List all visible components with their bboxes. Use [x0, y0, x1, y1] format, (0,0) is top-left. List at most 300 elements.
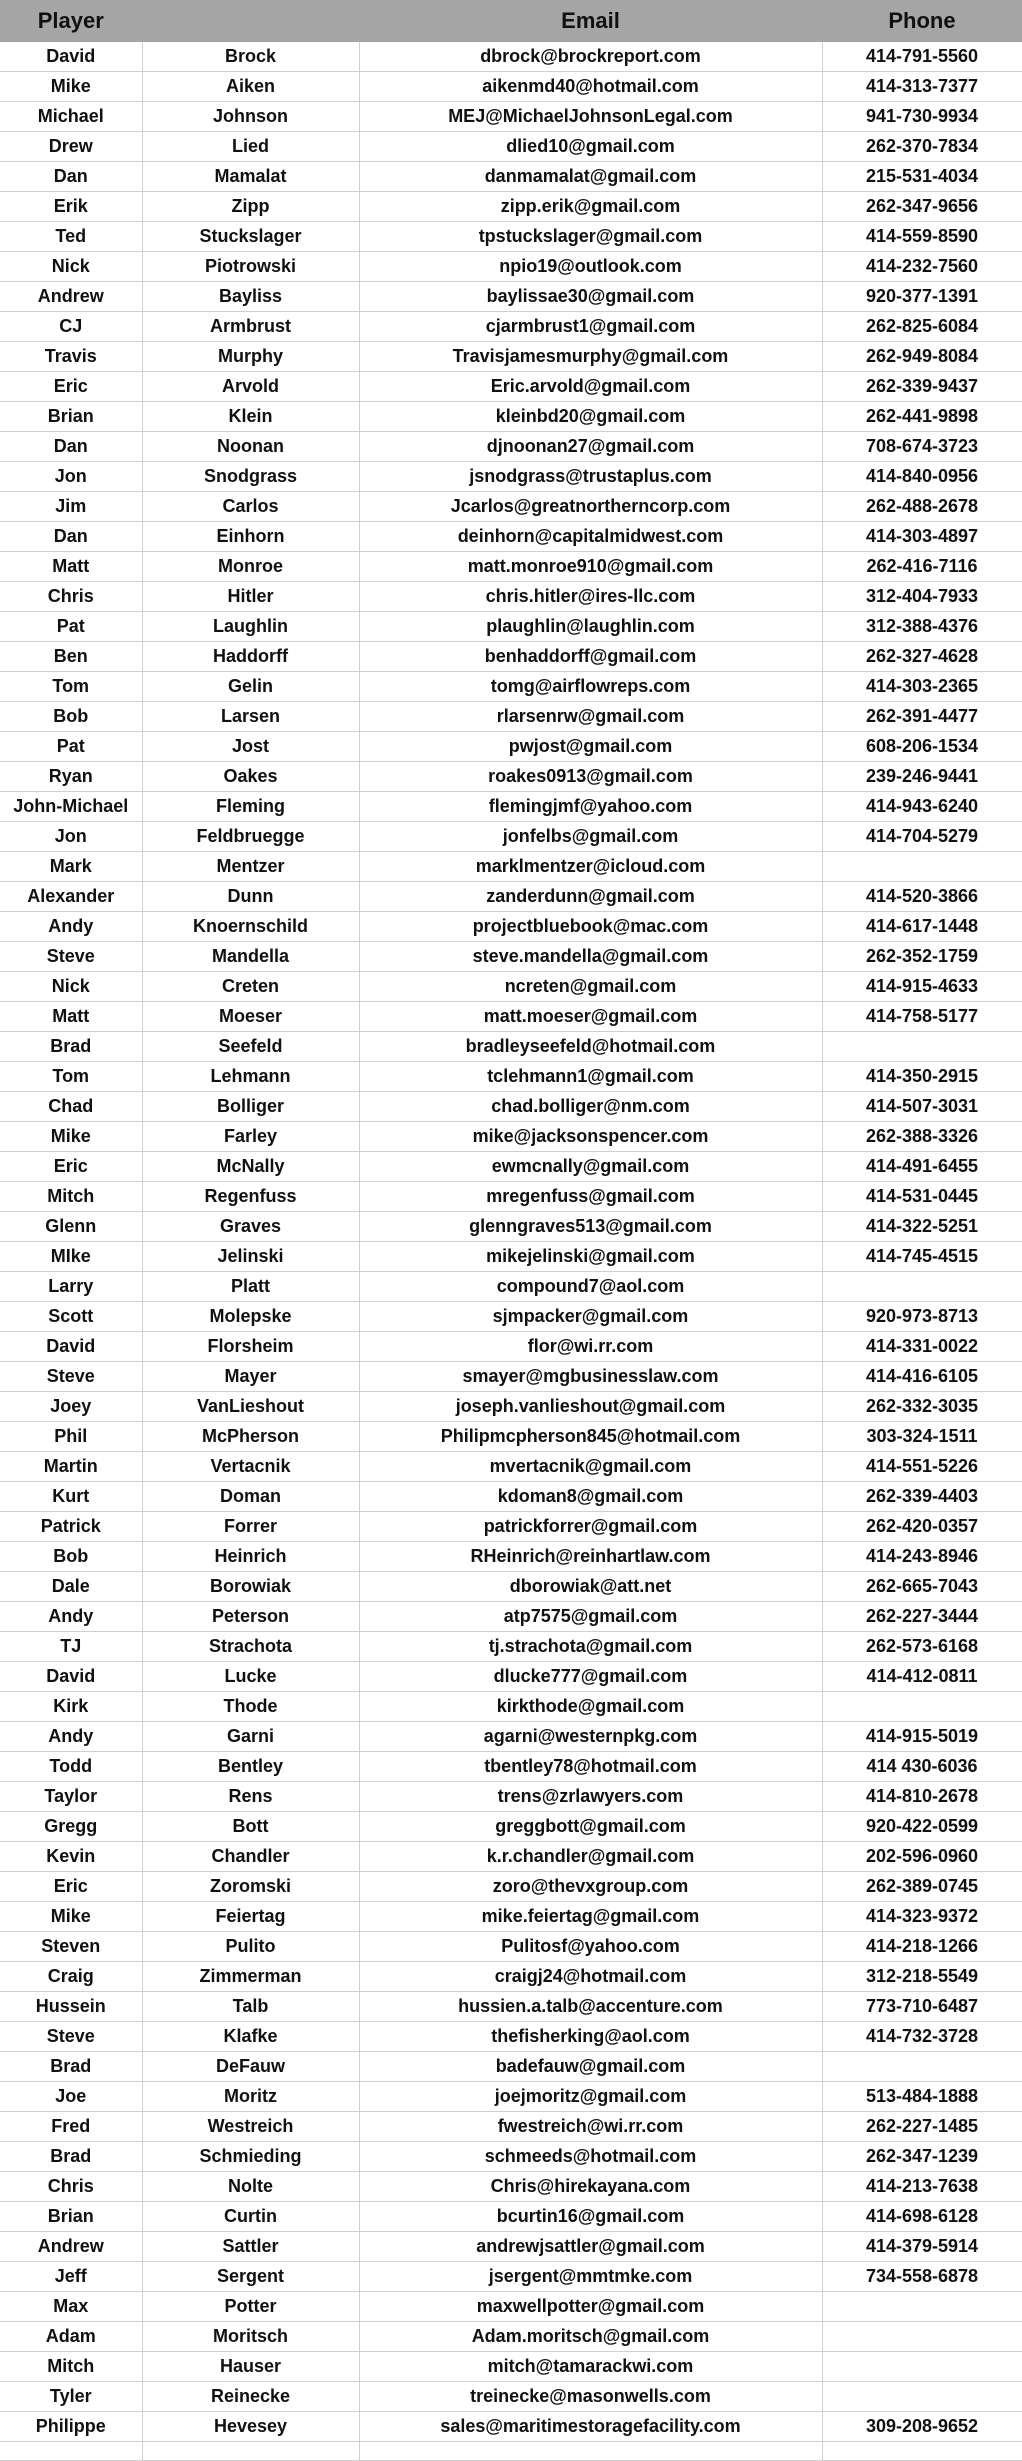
phone-cell: 414-617-1448 — [822, 912, 1022, 942]
first-name-cell: John-Michael — [0, 792, 142, 822]
last-name-cell: Chandler — [142, 1842, 359, 1872]
table-row — [0, 2262, 1022, 2292]
last-name-cell: Oakes — [142, 762, 359, 792]
email-cell: aikenmd40@hotmail.com — [359, 72, 822, 102]
email-cell: hussien.a.talb@accenture.com — [359, 1992, 822, 2022]
first-name-cell: Steven — [0, 1932, 142, 1962]
last-name-cell: Armbrust — [142, 312, 359, 342]
phone-cell: 309-208-9652 — [822, 2412, 1022, 2442]
last-name-cell: Farley — [142, 1122, 359, 1152]
table-row — [0, 2202, 1022, 2232]
first-name-cell: Mike — [0, 1902, 142, 1932]
phone-cell: 262-332-3035 — [822, 1392, 1022, 1422]
last-name-cell: Einhorn — [142, 522, 359, 552]
table-row — [0, 1302, 1022, 1332]
phone-cell: 414-507-3031 — [822, 1092, 1022, 1122]
last-name-cell: Lied — [142, 132, 359, 162]
last-name-cell: Vertacnik — [142, 1452, 359, 1482]
last-name-cell: Bentley — [142, 1752, 359, 1782]
last-name-cell: Moritsch — [142, 2322, 359, 2352]
first-name-cell: Mitch — [0, 1182, 142, 1212]
last-name-cell: Potter — [142, 2292, 359, 2322]
first-name-cell: Michael — [0, 102, 142, 132]
email-cell: glenngraves513@gmail.com — [359, 1212, 822, 1242]
first-name-cell: Taylor — [0, 1782, 142, 1812]
table-row — [0, 2172, 1022, 2202]
email-cell: matt.moeser@gmail.com — [359, 1002, 822, 1032]
table-row — [0, 1872, 1022, 1902]
last-name-cell: Moeser — [142, 1002, 359, 1032]
last-name-cell: Pulito — [142, 1932, 359, 1962]
first-name-cell: Dan — [0, 522, 142, 552]
email-cell: badefauw@gmail.com — [359, 2052, 822, 2082]
phone-cell: 414-791-5560 — [822, 42, 1022, 72]
last-name-cell: Zoromski — [142, 1872, 359, 1902]
last-name-cell: McNally — [142, 1152, 359, 1182]
first-name-cell: Steve — [0, 942, 142, 972]
table-row — [0, 912, 1022, 942]
email-cell: dlied10@gmail.com — [359, 132, 822, 162]
empty-cell — [142, 2442, 359, 2461]
table-row — [0, 162, 1022, 192]
email-cell: ncreten@gmail.com — [359, 972, 822, 1002]
first-name-cell: Brian — [0, 402, 142, 432]
phone-cell — [822, 1692, 1022, 1722]
table-row — [0, 402, 1022, 432]
first-name-cell: Mike — [0, 72, 142, 102]
email-cell: pwjost@gmail.com — [359, 732, 822, 762]
table-row — [0, 1812, 1022, 1842]
last-name-cell: Gelin — [142, 672, 359, 702]
first-name-cell: Bob — [0, 702, 142, 732]
email-cell: danmamalat@gmail.com — [359, 162, 822, 192]
first-name-cell: Matt — [0, 552, 142, 582]
email-cell: RHeinrich@reinhartlaw.com — [359, 1542, 822, 1572]
first-name-cell: Tom — [0, 1062, 142, 1092]
phone-cell: 513-484-1888 — [822, 2082, 1022, 2112]
first-name-cell: Craig — [0, 1962, 142, 1992]
table-row — [0, 432, 1022, 462]
email-cell: greggbott@gmail.com — [359, 1812, 822, 1842]
first-name-cell: Ryan — [0, 762, 142, 792]
email-cell: jsnodgrass@trustaplus.com — [359, 462, 822, 492]
phone-cell — [822, 1272, 1022, 1302]
last-name-cell: Zipp — [142, 192, 359, 222]
email-cell: Eric.arvold@gmail.com — [359, 372, 822, 402]
table-row — [0, 612, 1022, 642]
first-name-cell: Eric — [0, 1872, 142, 1902]
first-name-cell: Alexander — [0, 882, 142, 912]
table-row — [0, 372, 1022, 402]
email-cell: dlucke777@gmail.com — [359, 1662, 822, 1692]
table-row — [0, 1902, 1022, 1932]
email-cell: tclehmann1@gmail.com — [359, 1062, 822, 1092]
last-name-cell: Thode — [142, 1692, 359, 1722]
table-row — [0, 1692, 1022, 1722]
first-name-cell: Brad — [0, 2052, 142, 2082]
email-cell: agarni@westernpkg.com — [359, 1722, 822, 1752]
phone-cell: 262-227-3444 — [822, 1602, 1022, 1632]
last-name-cell: Reinecke — [142, 2382, 359, 2412]
email-cell: sales@maritimestoragefacility.com — [359, 2412, 822, 2442]
email-cell: joseph.vanlieshout@gmail.com — [359, 1392, 822, 1422]
phone-cell: 414-416-6105 — [822, 1362, 1022, 1392]
email-cell: thefisherking@aol.com — [359, 2022, 822, 2052]
last-name-cell: Heinrich — [142, 1542, 359, 1572]
phone-cell: 414-412-0811 — [822, 1662, 1022, 1692]
phone-cell: 608-206-1534 — [822, 732, 1022, 762]
table-row — [0, 972, 1022, 1002]
phone-cell: 262-391-4477 — [822, 702, 1022, 732]
phone-cell: 414-915-4633 — [822, 972, 1022, 1002]
table-row — [0, 102, 1022, 132]
phone-cell: 414-218-1266 — [822, 1932, 1022, 1962]
table-row — [0, 642, 1022, 672]
table-row — [0, 822, 1022, 852]
first-name-cell: Larry — [0, 1272, 142, 1302]
first-name-cell: Andy — [0, 1722, 142, 1752]
email-cell: Adam.moritsch@gmail.com — [359, 2322, 822, 2352]
table-row — [0, 1602, 1022, 1632]
first-name-cell: Gregg — [0, 1812, 142, 1842]
first-name-cell: Matt — [0, 1002, 142, 1032]
phone-cell: 303-324-1511 — [822, 1422, 1022, 1452]
table-row — [0, 1782, 1022, 1812]
table-row — [0, 222, 1022, 252]
empty-cell — [0, 2442, 142, 2461]
last-name-cell: McPherson — [142, 1422, 359, 1452]
email-cell: kirkthode@gmail.com — [359, 1692, 822, 1722]
phone-cell: 920-422-0599 — [822, 1812, 1022, 1842]
last-name-cell: Murphy — [142, 342, 359, 372]
last-name-cell: Doman — [142, 1482, 359, 1512]
first-name-cell: Andrew — [0, 2232, 142, 2262]
table-row — [0, 72, 1022, 102]
table-row — [0, 1242, 1022, 1272]
first-name-cell: Jim — [0, 492, 142, 522]
last-name-cell: Creten — [142, 972, 359, 1002]
phone-cell: 312-218-5549 — [822, 1962, 1022, 1992]
email-cell: k.r.chandler@gmail.com — [359, 1842, 822, 1872]
email-cell: trens@zrlawyers.com — [359, 1782, 822, 1812]
last-name-cell: Knoernschild — [142, 912, 359, 942]
table-row — [0, 192, 1022, 222]
first-name-cell: Tom — [0, 672, 142, 702]
phone-cell — [822, 2322, 1022, 2352]
table-row — [0, 762, 1022, 792]
table-row — [0, 492, 1022, 522]
email-cell: fwestreich@wi.rr.com — [359, 2112, 822, 2142]
last-name-cell: Carlos — [142, 492, 359, 522]
phone-cell: 262-339-9437 — [822, 372, 1022, 402]
first-name-cell: Andrew — [0, 282, 142, 312]
empty-cell — [822, 2442, 1022, 2461]
email-cell: andrewjsattler@gmail.com — [359, 2232, 822, 2262]
empty-cell — [359, 2442, 822, 2461]
table-row — [0, 552, 1022, 582]
first-name-cell: Ted — [0, 222, 142, 252]
phone-cell: 414-943-6240 — [822, 792, 1022, 822]
table-row — [0, 1332, 1022, 1362]
first-name-cell: Mark — [0, 852, 142, 882]
email-cell: djnoonan27@gmail.com — [359, 432, 822, 462]
first-name-cell: Pat — [0, 732, 142, 762]
first-name-cell: Dan — [0, 162, 142, 192]
phone-cell: 920-973-8713 — [822, 1302, 1022, 1332]
first-name-cell: Pat — [0, 612, 142, 642]
email-cell: MEJ@MichaelJohnsonLegal.com — [359, 102, 822, 132]
email-cell: npio19@outlook.com — [359, 252, 822, 282]
last-name-cell: Piotrowski — [142, 252, 359, 282]
email-cell: compound7@aol.com — [359, 1272, 822, 1302]
first-name-cell: Fred — [0, 2112, 142, 2142]
last-name-cell: Garni — [142, 1722, 359, 1752]
last-name-cell: Lucke — [142, 1662, 359, 1692]
email-cell: matt.monroe910@gmail.com — [359, 552, 822, 582]
last-name-cell: Lehmann — [142, 1062, 359, 1092]
last-name-cell: Molepske — [142, 1302, 359, 1332]
phone-cell: 734-558-6878 — [822, 2262, 1022, 2292]
table-body — [0, 42, 1022, 2461]
table-row — [0, 2142, 1022, 2172]
phone-cell: 414-322-5251 — [822, 1212, 1022, 1242]
first-name-cell: Patrick — [0, 1512, 142, 1542]
first-name-cell: Andy — [0, 912, 142, 942]
email-cell: tj.strachota@gmail.com — [359, 1632, 822, 1662]
last-name-cell: Fleming — [142, 792, 359, 822]
first-name-cell: David — [0, 1332, 142, 1362]
last-name-cell: Klein — [142, 402, 359, 432]
table-row — [0, 2352, 1022, 2382]
phone-cell: 414-350-2915 — [822, 1062, 1022, 1092]
last-name-cell: Nolte — [142, 2172, 359, 2202]
phone-cell: 262-347-9656 — [822, 192, 1022, 222]
last-name-cell: Klafke — [142, 2022, 359, 2052]
last-name-cell: Sergent — [142, 2262, 359, 2292]
phone-cell: 262-327-4628 — [822, 642, 1022, 672]
last-name-cell: Curtin — [142, 2202, 359, 2232]
table-row — [0, 1092, 1022, 1122]
email-cell: zanderdunn@gmail.com — [359, 882, 822, 912]
last-name-cell: Moritz — [142, 2082, 359, 2112]
last-name-cell: DeFauw — [142, 2052, 359, 2082]
phone-cell: 414-758-5177 — [822, 1002, 1022, 1032]
table-row — [0, 2322, 1022, 2352]
email-cell: chad.bolliger@nm.com — [359, 1092, 822, 1122]
table-row — [0, 1062, 1022, 1092]
email-cell: dbrock@brockreport.com — [359, 42, 822, 72]
first-name-cell: Joey — [0, 1392, 142, 1422]
email-cell: maxwellpotter@gmail.com — [359, 2292, 822, 2322]
email-cell: zipp.erik@gmail.com — [359, 192, 822, 222]
email-cell: atp7575@gmail.com — [359, 1602, 822, 1632]
first-name-cell: Andy — [0, 1602, 142, 1632]
phone-cell: 262-441-9898 — [822, 402, 1022, 432]
email-cell: ewmcnally@gmail.com — [359, 1152, 822, 1182]
last-name-cell: Mamalat — [142, 162, 359, 192]
last-name-cell: Hitler — [142, 582, 359, 612]
phone-cell: 215-531-4034 — [822, 162, 1022, 192]
email-cell: jonfelbs@gmail.com — [359, 822, 822, 852]
last-name-cell: Forrer — [142, 1512, 359, 1542]
last-name-cell: Mayer — [142, 1362, 359, 1392]
last-name-cell: Graves — [142, 1212, 359, 1242]
email-cell: tbentley78@hotmail.com — [359, 1752, 822, 1782]
table-row — [0, 1482, 1022, 1512]
email-cell: jsergent@mmtmke.com — [359, 2262, 822, 2292]
email-cell: plaughlin@laughlin.com — [359, 612, 822, 642]
table-row — [0, 132, 1022, 162]
phone-cell: 239-246-9441 — [822, 762, 1022, 792]
phone-cell: 262-573-6168 — [822, 1632, 1022, 1662]
table-row — [0, 1422, 1022, 1452]
phone-cell — [822, 852, 1022, 882]
email-cell: roakes0913@gmail.com — [359, 762, 822, 792]
table-row — [0, 1362, 1022, 1392]
table-row — [0, 312, 1022, 342]
table-row — [0, 1152, 1022, 1182]
first-name-cell: Dale — [0, 1572, 142, 1602]
phone-cell: 773-710-6487 — [822, 1992, 1022, 2022]
table-row — [0, 1002, 1022, 1032]
email-cell: zoro@thevxgroup.com — [359, 1872, 822, 1902]
first-name-cell: Martin — [0, 1452, 142, 1482]
table-row — [0, 732, 1022, 762]
phone-cell: 262-347-1239 — [822, 2142, 1022, 2172]
header-row — [0, 0, 1022, 42]
first-name-cell: Chris — [0, 2172, 142, 2202]
phone-cell: 262-352-1759 — [822, 942, 1022, 972]
email-cell: deinhorn@capitalmidwest.com — [359, 522, 822, 552]
first-name-cell: Brad — [0, 1032, 142, 1062]
phone-cell: 262-420-0357 — [822, 1512, 1022, 1542]
table-row — [0, 1392, 1022, 1422]
first-name-cell: Jon — [0, 822, 142, 852]
first-name-cell: Kirk — [0, 1692, 142, 1722]
email-cell: smayer@mgbusinesslaw.com — [359, 1362, 822, 1392]
table-row — [0, 702, 1022, 732]
first-name-cell: Dan — [0, 432, 142, 462]
email-cell: kdoman8@gmail.com — [359, 1482, 822, 1512]
table-row — [0, 2082, 1022, 2112]
phone-cell: 262-227-1485 — [822, 2112, 1022, 2142]
last-name-cell: Sattler — [142, 2232, 359, 2262]
header-player: Player — [0, 0, 142, 42]
first-name-cell: Todd — [0, 1752, 142, 1782]
first-name-cell: Adam — [0, 2322, 142, 2352]
phone-cell: 262-488-2678 — [822, 492, 1022, 522]
table-row — [0, 1662, 1022, 1692]
last-name-cell: Larsen — [142, 702, 359, 732]
first-name-cell: Brian — [0, 2202, 142, 2232]
phone-cell: 262-949-8084 — [822, 342, 1022, 372]
phone-cell: 262-388-3326 — [822, 1122, 1022, 1152]
first-name-cell: Chad — [0, 1092, 142, 1122]
first-name-cell: TJ — [0, 1632, 142, 1662]
email-cell: mitch@tamarackwi.com — [359, 2352, 822, 2382]
phone-cell — [822, 2292, 1022, 2322]
first-name-cell: David — [0, 42, 142, 72]
email-cell: flor@wi.rr.com — [359, 1332, 822, 1362]
email-cell: sjmpacker@gmail.com — [359, 1302, 822, 1332]
phone-cell: 414-559-8590 — [822, 222, 1022, 252]
email-cell: mregenfuss@gmail.com — [359, 1182, 822, 1212]
table-row — [0, 2112, 1022, 2142]
first-name-cell: Nick — [0, 252, 142, 282]
phone-cell: 414-313-7377 — [822, 72, 1022, 102]
phone-cell: 262-389-0745 — [822, 1872, 1022, 1902]
table-row — [0, 462, 1022, 492]
first-name-cell: Scott — [0, 1302, 142, 1332]
table-row — [0, 1632, 1022, 1662]
last-name-cell: Arvold — [142, 372, 359, 402]
first-name-cell: Mitch — [0, 2352, 142, 2382]
last-name-cell: Rens — [142, 1782, 359, 1812]
email-cell: patrickforrer@gmail.com — [359, 1512, 822, 1542]
email-cell: Chris@hirekayana.com — [359, 2172, 822, 2202]
last-name-cell: Strachota — [142, 1632, 359, 1662]
first-name-cell: Phil — [0, 1422, 142, 1452]
table-row — [0, 1752, 1022, 1782]
email-cell: Philipmcpherson845@hotmail.com — [359, 1422, 822, 1452]
table-row — [0, 522, 1022, 552]
table-row — [0, 1962, 1022, 1992]
last-name-cell: Mandella — [142, 942, 359, 972]
table-row — [0, 1572, 1022, 1602]
table-row — [0, 1032, 1022, 1062]
phone-cell: 414-303-4897 — [822, 522, 1022, 552]
first-name-cell: Steve — [0, 2022, 142, 2052]
last-name-cell: Brock — [142, 42, 359, 72]
first-name-cell: Kurt — [0, 1482, 142, 1512]
table-row — [0, 1932, 1022, 1962]
phone-cell: 414-745-4515 — [822, 1242, 1022, 1272]
email-cell: baylissae30@gmail.com — [359, 282, 822, 312]
table-row — [0, 1452, 1022, 1482]
first-name-cell: Mike — [0, 1122, 142, 1152]
table-row — [0, 942, 1022, 972]
first-name-cell: Nick — [0, 972, 142, 1002]
phone-cell: 262-339-4403 — [822, 1482, 1022, 1512]
first-name-cell: Jeff — [0, 2262, 142, 2292]
last-name-cell: Aiken — [142, 72, 359, 102]
phone-cell: 941-730-9934 — [822, 102, 1022, 132]
last-name-cell: Bolliger — [142, 1092, 359, 1122]
first-name-cell: MIke — [0, 1242, 142, 1272]
first-name-cell: Hussein — [0, 1992, 142, 2022]
table-row — [0, 1542, 1022, 1572]
last-name-cell: Noonan — [142, 432, 359, 462]
email-cell: kleinbd20@gmail.com — [359, 402, 822, 432]
last-name-cell: Talb — [142, 1992, 359, 2022]
table-row — [0, 1722, 1022, 1752]
phone-cell: 414-698-6128 — [822, 2202, 1022, 2232]
phone-cell — [822, 2052, 1022, 2082]
last-name-cell: Bott — [142, 1812, 359, 1842]
phone-cell: 414-915-5019 — [822, 1722, 1022, 1752]
email-cell: cjarmbrust1@gmail.com — [359, 312, 822, 342]
table-row — [0, 42, 1022, 72]
phone-cell: 414-243-8946 — [822, 1542, 1022, 1572]
phone-cell: 414-704-5279 — [822, 822, 1022, 852]
phone-cell: 414-531-0445 — [822, 1182, 1022, 1212]
phone-cell — [822, 2352, 1022, 2382]
email-cell: Pulitosf@yahoo.com — [359, 1932, 822, 1962]
email-cell: chris.hitler@ires-llc.com — [359, 582, 822, 612]
table-row — [0, 1992, 1022, 2022]
email-cell: flemingjmf@yahoo.com — [359, 792, 822, 822]
phone-cell: 414-213-7638 — [822, 2172, 1022, 2202]
